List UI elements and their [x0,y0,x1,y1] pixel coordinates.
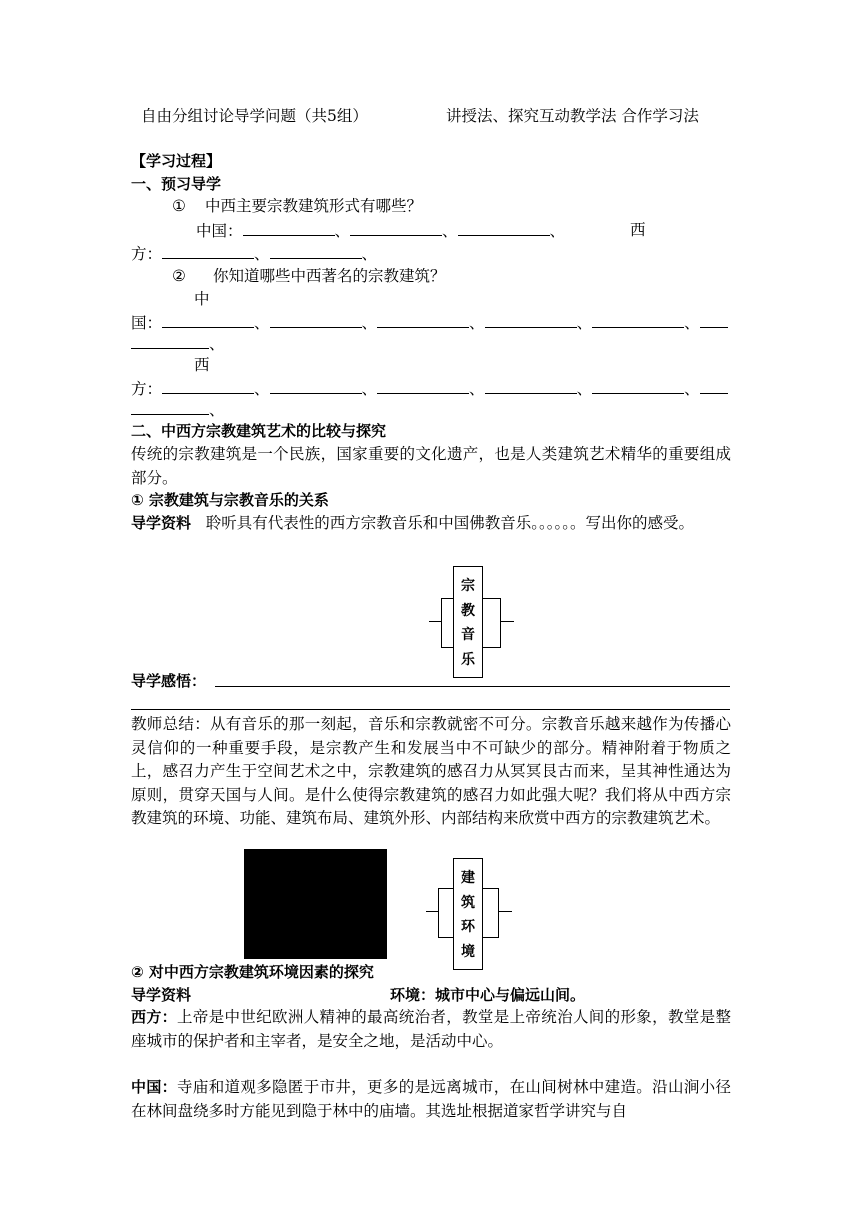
connector-line [498,911,512,912]
q1-west-xi: 西 [630,221,646,239]
q2-china-zhong: 中 [194,290,210,308]
box-char: 环 [461,919,475,936]
separator: 、 [254,380,270,398]
west-label: 西方： [131,1008,178,1026]
separator: 、 [469,380,485,398]
blank[interactable] [458,220,550,236]
q2-west-label: 方： [131,380,163,398]
part2-intro: 传统的宗教建筑是一个民族，国家重要的文化遗产，也是人类建筑艺术精华的重要组成部分。 [131,445,731,487]
separator: 、 [361,245,378,263]
q2-west-line [131,378,728,399]
part1-heading: 一、预习导学 [131,175,222,193]
blank[interactable] [700,312,728,328]
separator: 、 [442,222,458,240]
teaching-method-text: 讲授法、探究互动教学法 合作学习法 [446,107,699,125]
china-label: 中国： [131,1078,178,1096]
blank[interactable] [700,378,728,394]
blank[interactable] [592,378,684,394]
q1-west-label: 方： [131,245,163,263]
blank[interactable] [270,378,362,394]
separator: 、 [576,380,593,398]
blank[interactable] [162,243,254,259]
connector-line [500,621,514,622]
q2-text: 你知道哪些中西著名的宗教建筑？ [213,267,446,285]
insight-answer-line[interactable] [215,686,730,687]
bracket-right [483,888,499,938]
part2-heading: 二、中西方宗教建筑艺术的比较与探究 [131,422,387,440]
architecture-image [244,849,387,959]
separator: 、 [361,380,378,398]
q2-china-label: 国： [131,314,163,332]
west-text: 上帝是中世纪欧洲人精神的最高统治者，教堂是上帝统治人间的形象，教堂是整座城市的保护者和主宰者，是安全之地，是活动中心。 [131,1008,731,1050]
blank[interactable] [162,378,254,394]
building-environment-box [453,858,483,970]
q2-china-line [131,312,728,333]
insight-label: 导学感悟： [131,672,207,690]
separator: 、 [334,222,351,240]
q2-number: ② [172,267,186,285]
blank[interactable] [131,333,209,349]
separator: 、 [684,380,700,398]
discussion-method-text: 自由分组讨论导学问题（共5组） [141,107,368,125]
q2-west-line-cont [131,399,225,420]
separator: 、 [549,222,566,240]
box-char: 音 [461,627,475,644]
bracket-right [483,598,501,648]
sub2-environment: 环境：城市中心与偏远山间。 [390,986,586,1004]
blank[interactable] [131,399,209,415]
q1-china-line [196,220,565,241]
blank[interactable] [377,312,469,328]
sub1-heading: ① 宗教建筑与宗教音乐的关系 [131,491,329,509]
blank[interactable] [485,312,577,328]
sub2-material-label: 导学资料 [131,986,192,1004]
sub2-heading: ② 对中西方宗教建筑环境因素的探究 [131,963,374,981]
blank[interactable] [377,378,469,394]
blank[interactable] [592,312,684,328]
separator: 、 [254,314,270,332]
q2-west-xi: 西 [194,356,210,374]
sub1-material [131,512,731,536]
sub1-material-label: 导学资料 [131,514,192,532]
box-char: 建 [461,870,475,887]
box-char: 宗 [461,578,475,595]
west-paragraph [131,1006,731,1053]
q1-china-label: 中国： [196,222,243,240]
box-char: 筑 [461,894,475,911]
connector-line [429,621,441,622]
q1-number: ① [172,197,186,215]
separator: 、 [209,335,225,353]
blank[interactable] [270,312,362,328]
blank[interactable] [243,220,335,236]
separator: 、 [361,314,378,332]
box-char: 教 [461,602,475,619]
box-char: 境 [461,943,475,960]
separator: 、 [209,401,225,419]
section-heading-process: 【学习过程】 [131,152,222,170]
blank[interactable] [350,220,442,236]
blank[interactable] [485,378,577,394]
china-paragraph [131,1076,731,1123]
q1-west-line [131,243,377,264]
connector-line [426,911,438,912]
q1-text: 中西主要宗教建筑形式有哪些？ [205,197,423,215]
bracket-left [438,888,454,938]
blank[interactable] [270,243,362,259]
box-char: 乐 [461,651,475,668]
insight-answer-line-2[interactable] [131,709,730,710]
china-text: 寺庙和道观多隐匿于市井，更多的是远离城市，在山间树林中建造。沿山涧小径在林间盘绕多时方能见到隐于林中的庙墙。其选址根据道家哲学讲究与自 [131,1078,731,1120]
teacher-summary: 教师总结：从有音乐的那一刻起，音乐和宗教就密不可分。宗教音乐越来越作为传播心灵信仰的一种重要手段，是宗教产生和发展当中不可缺少的部分。精神附着于物质之上，感召力产生于空间艺术之中，宗教建筑的感召力从冥冥艮古而来，呈其神性通达为原则，贯穿天国与人间。是什么使得宗教建筑的感召力如此强大呢？我们将从中西方宗教建筑的环境、功能、建筑布局、建筑外形、内部结构来欣赏中西方的宗教建筑艺术。 [131,715,731,827]
q2-china-line-cont [131,333,225,354]
separator: 、 [684,314,700,332]
separator: 、 [469,314,485,332]
separator: 、 [576,314,593,332]
blank[interactable] [162,312,254,328]
sub1-material-text: 聆听具有代表性的西方宗教音乐和中国佛教音乐。。。。。。写出你的感受。 [205,514,695,532]
separator: 、 [254,245,270,263]
religious-music-box [453,566,483,678]
